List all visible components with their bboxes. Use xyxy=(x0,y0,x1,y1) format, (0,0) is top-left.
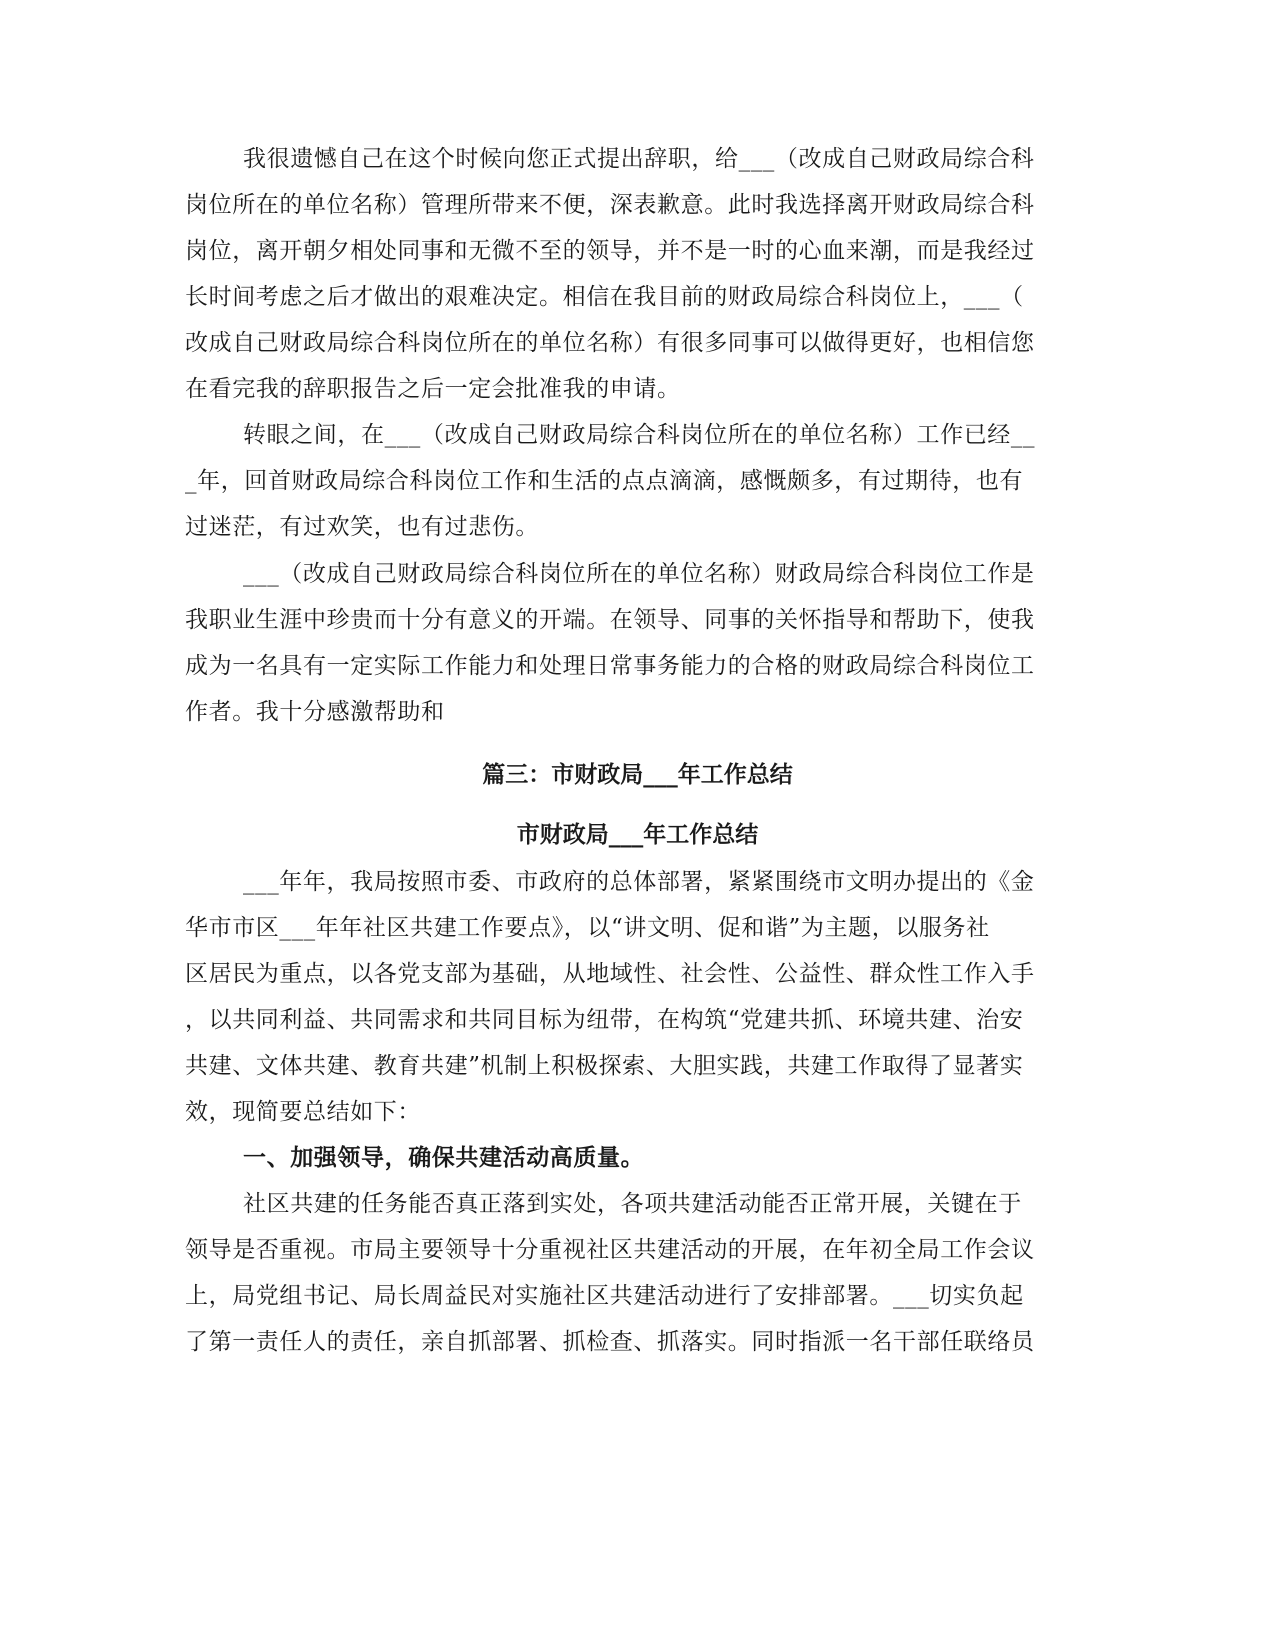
text-line: 效，现简要总结如下： xyxy=(185,1099,421,1125)
text-line: ，以共同利益、共同需求和共同目标为纽带，在构筑“党建共抓、环境共建、治安 xyxy=(185,1007,1024,1033)
text-line: 社区共建的任务能否真正落到实处，各项共建活动能否正常开展，关键在于 xyxy=(243,1191,1022,1217)
text-line: 过迷茫，有过欢笑，也有过悲伤。 xyxy=(185,514,539,540)
text-line: 上，局党组书记、局长周益民对实施社区共建活动进行了安排部署。___切实负起 xyxy=(185,1283,1024,1309)
text-line: 在看完我的辞职报告之后一定会批准我的申请。 xyxy=(185,376,681,402)
text-line: 改成自己财政局综合科岗位所在的单位名称）有很多同事可以做得更好，也相信您 xyxy=(185,330,1035,356)
text-line: 长时间考虑之后才做出的艰难决定。相信在我目前的财政局综合科岗位上，___（ xyxy=(185,284,1024,310)
text-line: 岗位所在的单位名称）管理所带来不便，深表歉意。此时我选择离开财政局综合科 xyxy=(185,192,1035,218)
text-line: 我很遗憾自己在这个时候向您正式提出辞职，给___（改成自己财政局综合科 xyxy=(243,146,1035,172)
text-line: 我职业生涯中珍贵而十分有意义的开端。在领导、同事的关怀指导和帮助下，使我 xyxy=(185,607,1035,633)
text-line: 区居民为重点，以各党支部为基础，从地域性、社会性、公益性、群众性工作入手 xyxy=(185,961,1035,987)
text-line: 共建、文体共建、教育共建”机制上积极探索、大胆实践，共建工作取得了显著实 xyxy=(185,1053,1024,1079)
text-line: 成为一名具有一定实际工作能力和处理日常事务能力的合格的财政局综合科岗位工 xyxy=(185,653,1035,679)
chapter-title: 篇三：市财政局___年工作总结 xyxy=(482,762,793,788)
text-line: 岗位，离开朝夕相处同事和无微不至的领导，并不是一时的心血来潮，而是我经过 xyxy=(185,238,1035,264)
text-line: _年，回首财政局综合科岗位工作和生活的点点滴滴，感慨颇多，有过期待，也有 xyxy=(185,468,1024,494)
text-line: ___年年，我局按照市委、市政府的总体部署，紧紧围绕市文明办提出的《金 xyxy=(243,869,1035,895)
text-line: 华市市区___年年社区共建工作要点》，以“讲文明、促和谐”为主题，以服务社 xyxy=(185,915,990,941)
text-line: 作者。我十分感激帮助和 xyxy=(185,699,445,725)
text-line: 转眼之间，在___（改成自己财政局综合科岗位所在的单位名称）工作已经__ xyxy=(243,422,1036,448)
text-line: 了第一责任人的责任，亲自抓部署、抓检查、抓落实。同时指派一名干部任联络员 xyxy=(185,1329,1035,1355)
report-title: 市财政局___年工作总结 xyxy=(516,822,759,848)
text-line: 领导是否重视。市局主要领导十分重视社区共建活动的开展，在年初全局工作会议 xyxy=(185,1237,1035,1263)
section-heading: 一、加强领导，确保共建活动高质量。 xyxy=(243,1145,645,1171)
text-line: ___（改成自己财政局综合科岗位所在的单位名称）财政局综合科岗位工作是 xyxy=(243,561,1035,587)
